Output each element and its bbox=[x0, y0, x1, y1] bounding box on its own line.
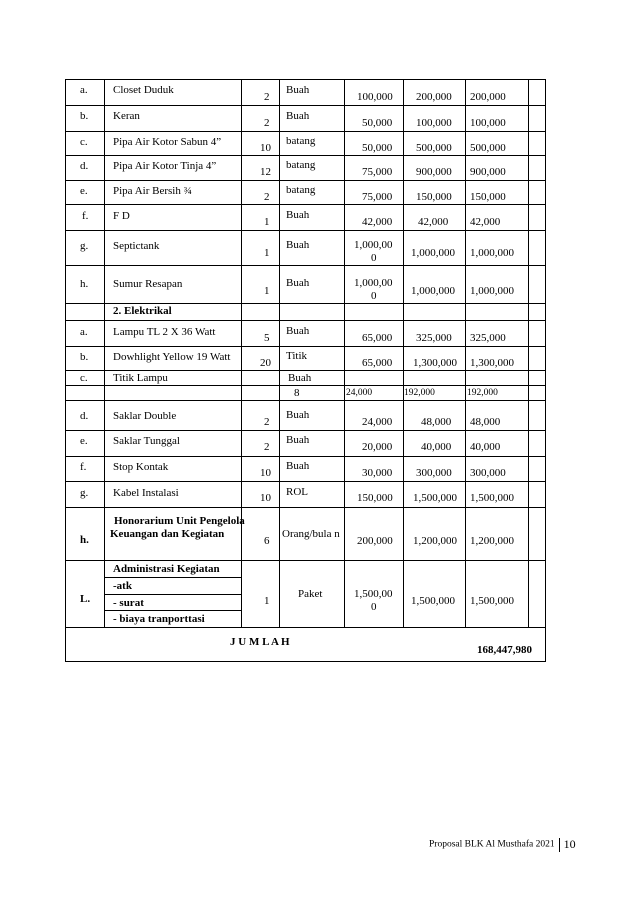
unit: Buah bbox=[286, 110, 310, 122]
unit-price: 50,000 bbox=[362, 117, 393, 129]
unit: Buah bbox=[288, 372, 312, 384]
unit: Buah bbox=[286, 325, 310, 337]
col-divider bbox=[241, 79, 242, 628]
total-price-2: 1,000,000 bbox=[470, 247, 514, 259]
total-price: 200,000 bbox=[416, 91, 452, 103]
section-heading: 2. Elektrikal bbox=[113, 305, 172, 317]
row-line bbox=[65, 180, 546, 181]
row-line bbox=[65, 400, 546, 401]
col-divider bbox=[344, 79, 345, 628]
item-name: Stop Kontak bbox=[113, 461, 169, 473]
total-price: 1,500,000 bbox=[411, 595, 455, 607]
row-line bbox=[65, 105, 546, 106]
item-name: Septictank bbox=[113, 240, 160, 252]
unit: Buah bbox=[286, 84, 310, 96]
unit-price: 30,000 bbox=[362, 467, 393, 479]
item-name: Saklar Tunggal bbox=[113, 435, 180, 447]
unit-price-line2: 0 bbox=[371, 252, 377, 264]
admin-line: - surat bbox=[113, 597, 144, 609]
quantity: 1 bbox=[264, 247, 270, 259]
total-price: 1,000,000 bbox=[411, 247, 455, 259]
unit-price: 65,000 bbox=[362, 332, 393, 344]
total-price-2: 40,000 bbox=[470, 441, 501, 453]
row-number: g. bbox=[80, 487, 89, 499]
total-price: 300,000 bbox=[416, 467, 452, 479]
unit: Buah bbox=[286, 277, 310, 289]
admin-line: -atk bbox=[113, 580, 132, 592]
row-number: f. bbox=[82, 210, 89, 222]
row-line bbox=[65, 320, 546, 321]
row-number: d. bbox=[80, 410, 89, 422]
row-number: h. bbox=[80, 534, 89, 546]
total-price-2: 150,000 bbox=[470, 191, 506, 203]
item-name: Titik Lampu bbox=[113, 372, 168, 384]
unit: batang bbox=[286, 184, 316, 196]
item-name: F D bbox=[113, 210, 130, 222]
col-divider bbox=[104, 79, 105, 628]
item-name: Keran bbox=[113, 110, 140, 122]
total-price: 1,300,000 bbox=[413, 357, 457, 369]
quantity: 2 bbox=[264, 416, 270, 428]
unit-price: 150,000 bbox=[357, 492, 393, 504]
row-line bbox=[104, 610, 242, 611]
total-price: 48,000 bbox=[421, 416, 452, 428]
row-number: g. bbox=[80, 240, 89, 252]
item-name: Pipa Air Kotor Sabun 4” bbox=[113, 136, 222, 148]
quantity: 10 bbox=[260, 492, 271, 504]
row-line bbox=[65, 456, 546, 457]
quantity: 2 bbox=[264, 91, 270, 103]
admin-line: - biaya tranporttasi bbox=[113, 613, 205, 625]
unit: Buah bbox=[286, 434, 310, 446]
total-price-2: 42,000 bbox=[470, 216, 501, 228]
unit-price: 24,000 bbox=[346, 388, 373, 398]
row-number: a. bbox=[80, 326, 88, 338]
quantity: 2 bbox=[264, 191, 270, 203]
row-number: f. bbox=[80, 461, 87, 473]
quantity: 5 bbox=[264, 332, 270, 344]
total-price-2: 100,000 bbox=[470, 117, 506, 129]
total-price-2: 192,000 bbox=[467, 388, 498, 398]
item-name: Saklar Double bbox=[113, 410, 177, 422]
unit-price: 42,000 bbox=[362, 216, 393, 228]
quantity: 1 bbox=[264, 285, 270, 297]
total-price-2: 900,000 bbox=[470, 166, 506, 178]
footer-text: Proposal BLK Al Musthafa 2021 bbox=[429, 839, 555, 850]
total-price: 500,000 bbox=[416, 142, 452, 154]
total-price-2: 325,000 bbox=[470, 332, 506, 344]
unit-price-line2: 0 bbox=[371, 601, 377, 613]
row-line bbox=[65, 481, 546, 482]
quantity: 8 bbox=[294, 387, 300, 399]
item-name: Lampu TL 2 X 36 Watt bbox=[113, 326, 216, 338]
total-price: 150,000 bbox=[416, 191, 452, 203]
col-divider bbox=[528, 79, 529, 628]
row-line bbox=[65, 265, 546, 266]
item-name: Closet Duduk bbox=[113, 84, 174, 96]
row-line bbox=[65, 507, 546, 508]
row-number: c. bbox=[80, 136, 88, 148]
total-price-2: 500,000 bbox=[470, 142, 506, 154]
grand-total: 168,447,980 bbox=[477, 644, 532, 656]
unit: batang bbox=[286, 135, 316, 147]
quantity: 10 bbox=[260, 142, 271, 154]
unit: Orang/bula n bbox=[282, 528, 340, 540]
unit-price-line1: 1,000,00 bbox=[354, 239, 393, 251]
row-line bbox=[65, 155, 546, 156]
row-number: e. bbox=[80, 185, 88, 197]
quantity: 1 bbox=[264, 216, 270, 228]
unit-price-line1: 1,500,00 bbox=[354, 588, 393, 600]
total-price: 325,000 bbox=[416, 332, 452, 344]
row-line bbox=[65, 627, 546, 628]
item-name: Pipa Air Kotor Tinja 4” bbox=[113, 160, 217, 172]
total-price-2: 200,000 bbox=[470, 91, 506, 103]
unit-price: 50,000 bbox=[362, 142, 393, 154]
quantity: 2 bbox=[264, 441, 270, 453]
unit-price: 200,000 bbox=[357, 535, 393, 547]
item-name-line2: Keuangan dan Kegiatan bbox=[110, 528, 225, 540]
page-number: 10 bbox=[563, 837, 576, 851]
row-number: d. bbox=[80, 160, 89, 172]
unit-price-line1: 1,000,00 bbox=[354, 277, 393, 289]
unit: Buah bbox=[286, 409, 310, 421]
unit: Buah bbox=[286, 209, 310, 221]
unit: Paket bbox=[298, 588, 323, 600]
row-line bbox=[65, 230, 546, 231]
item-name: Kabel Instalasi bbox=[113, 487, 179, 499]
total-price-2: 1,000,000 bbox=[470, 285, 514, 297]
unit: Buah bbox=[286, 460, 310, 472]
quantity: 12 bbox=[260, 166, 271, 178]
row-line bbox=[65, 661, 546, 662]
row-number: b. bbox=[80, 351, 89, 363]
total-label: J U M L A H bbox=[230, 636, 290, 648]
total-price: 1,000,000 bbox=[411, 285, 455, 297]
unit-price: 24,000 bbox=[362, 416, 393, 428]
row-number: e. bbox=[80, 435, 88, 447]
row-line bbox=[65, 370, 546, 371]
row-number: a. bbox=[80, 84, 88, 96]
total-price-2: 48,000 bbox=[470, 416, 501, 428]
total-price-2: 1,200,000 bbox=[470, 535, 514, 547]
total-price: 100,000 bbox=[416, 117, 452, 129]
col-divider bbox=[279, 79, 280, 628]
unit-price: 75,000 bbox=[362, 191, 393, 203]
item-name-line1: Honorarium Unit Pengelola bbox=[114, 515, 245, 527]
footer-divider bbox=[559, 838, 560, 852]
col-divider bbox=[403, 79, 404, 628]
item-name: Dowhlight Yellow 19 Watt bbox=[113, 351, 231, 363]
total-price-2: 1,300,000 bbox=[470, 357, 514, 369]
row-number: c. bbox=[80, 372, 88, 384]
total-price-2: 1,500,000 bbox=[470, 492, 514, 504]
total-price: 900,000 bbox=[416, 166, 452, 178]
admin-line: Administrasi Kegiatan bbox=[113, 563, 220, 575]
row-line bbox=[104, 577, 242, 578]
unit: Buah bbox=[286, 239, 310, 251]
row-line bbox=[65, 430, 546, 431]
quantity: 1 bbox=[264, 595, 270, 607]
unit: batang bbox=[286, 159, 316, 171]
total-price: 192,000 bbox=[404, 388, 435, 398]
page-footer bbox=[429, 837, 576, 852]
item-name: Sumur Resapan bbox=[113, 278, 183, 290]
row-number: L. bbox=[80, 593, 91, 605]
quantity: 6 bbox=[264, 535, 270, 547]
total-price: 40,000 bbox=[421, 441, 452, 453]
row-line bbox=[65, 131, 546, 132]
col-divider bbox=[465, 79, 466, 628]
unit-price: 100,000 bbox=[357, 91, 393, 103]
row-line bbox=[104, 594, 242, 595]
unit-price: 20,000 bbox=[362, 441, 393, 453]
total-price: 1,500,000 bbox=[413, 492, 457, 504]
row-line bbox=[65, 560, 546, 561]
unit-price: 65,000 bbox=[362, 357, 393, 369]
row-line bbox=[65, 79, 546, 80]
total-price-2: 1,500,000 bbox=[470, 595, 514, 607]
total-price: 42,000 bbox=[418, 216, 449, 228]
quantity: 2 bbox=[264, 117, 270, 129]
quantity: 10 bbox=[260, 467, 271, 479]
total-price-2: 300,000 bbox=[470, 467, 506, 479]
item-name: Pipa Air Bersih ¾ bbox=[113, 185, 192, 197]
row-line bbox=[65, 204, 546, 205]
unit-price: 75,000 bbox=[362, 166, 393, 178]
row-line bbox=[65, 385, 546, 386]
row-line bbox=[65, 303, 546, 304]
row-line bbox=[65, 346, 546, 347]
unit-price-line2: 0 bbox=[371, 290, 377, 302]
total-price: 1,200,000 bbox=[413, 535, 457, 547]
row-number: h. bbox=[80, 278, 89, 290]
quantity: 20 bbox=[260, 357, 271, 369]
row-number: b. bbox=[80, 110, 89, 122]
unit: ROL bbox=[286, 486, 308, 498]
unit: Titik bbox=[286, 350, 308, 362]
